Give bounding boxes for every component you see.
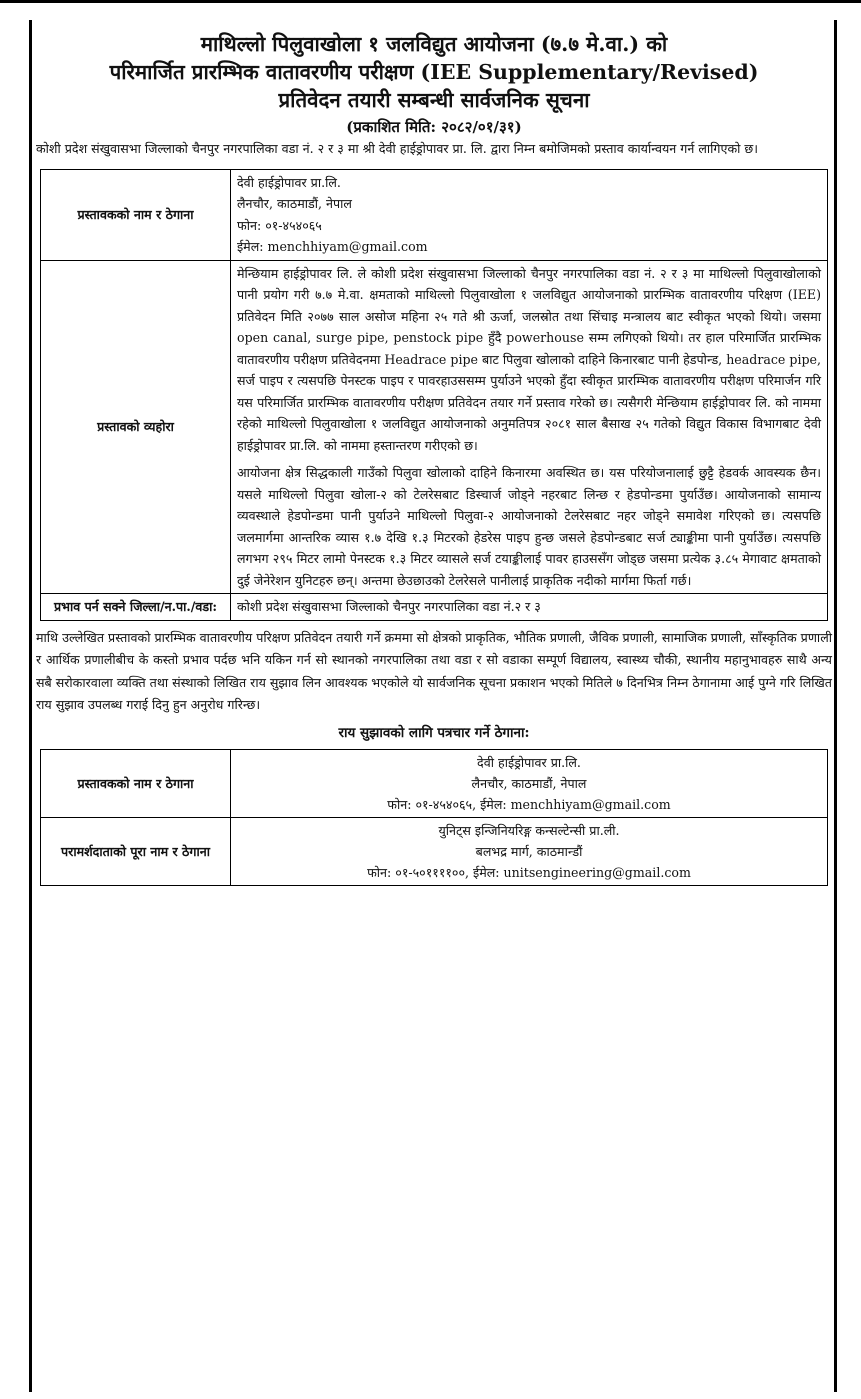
contact-heading: राय सुझावको लागि पत्रचार गर्ने ठेगाना: bbox=[338, 724, 530, 741]
description-paragraph-1: मेन्छियाम हाईड्रोपावर लि. ले कोशी प्रदेश संखुवासभा जिल्लाको चैनपुर नगरपालिका वडा नं. २ र ३ मा माथिल्लो पिलुवाखोलाको पानी प्रयोग गरी ७.७ मे.वा. क्षमताको माथिल्लो पिलुवाखोला १ जलविद्युत आयोजनाको प्रारम्भिक वातावरणीय परिक्षण (IEE) प्रतिवेदन मिति २०७७ साल असोज महिना २५ गते श्री ऊर्जा, जलस्रोत तथा सिंचाइ मन्त्रालय बाट स्वीकृत भएको थियो। जसमा open canal, surge pipe, penstock pipe हुँदै powerhouse सम्म लगिएको थियो। तर हाल परिमार्जित प्रारम्भिक वातावरणीय परीक्षण प्रतिवेदनमा Headrace pipe बाट पिलुवा खोलाको दाहिने किनारबाट पानी हेडपोन्ड, headrace pipe, सर्ज पाइप र त्यसपछि पेनस्टक पाइप र पावरहाउससम्म पुर्याउने भएको हुँदा स्वीकृत प्रारम्भिक वातावरणीय परीक्षण परिमार्जन गरि यस परिमार्जित प्रारम्भिक वातावरणीय परीक्षण प्रतिवेदन तयार गर्ने प्रस्ताव गरेको छ। त्यसैगरी मेन्छियाम हाईड्रोपावर लि. को नाममा रहेको माथिल्लो पिलुवाखोला १ जलविद्युत आयोजनाको अनुमतिपत्र २०८१ साल बैसाख २५ गतेको विद्युत विकास विभागबाट देवी हाईड्रोपावर प्रा.लि. को नाममा हस्तान्तरण गरीएको छ। bbox=[237, 265, 821, 453]
proposal-table bbox=[40, 169, 828, 621]
top-rule bbox=[0, 0, 861, 3]
consultant-line: फोन: ०१-५०११११००, ईमेल: unitsengineering@gmail.com bbox=[367, 864, 691, 880]
publication-date: (प्रकाशित मिति: २०८२/०१/३१) bbox=[346, 118, 522, 136]
proponent-label: प्रस्तावकको नाम र ठेगाना bbox=[41, 169, 231, 260]
table-row bbox=[41, 169, 828, 260]
consultant-line: बलभद्र मार्ग, काठमान्डौं bbox=[475, 843, 583, 859]
affected-area-label: प्रभाव पर्न सक्ने जिल्ला/न.पा./वडा: bbox=[41, 594, 231, 621]
proponent-line: ईमेल: menchhiyam@gmail.com bbox=[237, 239, 428, 254]
proponent-line: फोन: ०१-४५४०६५ bbox=[237, 217, 322, 233]
notice-title bbox=[36, 30, 832, 114]
description-paragraph-2: आयोजना क्षेत्र सिद्धकाली गाउँको पिलुवा खोलाको दाहिने किनारमा अवस्थित छ। यस परियोजनालाई छुट्टै हेडवर्क आवस्यक छैन। यसले माथिल्लो पिलुवा खोला-२ को टेलरेसबाट डिस्चार्ज जोड्ने नहरबाट लिन्छ र हेडपोन्डमा पुर्याउँछ। आयोजनाको सामान्य व्यवस्थाले हेडपोन्डमा पानी पुर्याउने माथिल्लो पिलुवा-२ आयोजनाको टेलरेसबाट नहर जोड्ने समावेश गरिएको छ। त्यसपछि जलमार्गमा आन्तरिक व्यास १.७ देखि १.३ मिटरको हेडरेस पाइप हुन्छ जसले हेडपोन्डबाट सर्ज ट्याङ्कीमा पानी पुर्याउँछ। त्यसपछि लगभग २९५ मिटर लामो पेनस्टक १.३ मिटर व्यासले सर्ज टयाङ्कीलाई पावर हाउससँग जोड्छ जसमा प्रत्येक ३.८५ मेगावाट क्षमताको दुई जेनेरेशन युनिटहरु छन्। अन्तमा छेउछाउको टेलरेसले पानीलाई प्राकृतिक नदीको मार्गमा फिर्ता गर्छ। bbox=[237, 465, 821, 588]
contact-table bbox=[40, 749, 828, 886]
intro-paragraph: कोशी प्रदेश संखुवासभा जिल्लाको चैनपुर नगरपालिका वडा नं. २ र ३ मा श्री देवी हाईड्रोपावर प्रा. लि. द्वारा निम्न बमोजिमको प्रस्ताव कार्यान्वयन गर्न लागिएको छ। bbox=[36, 141, 759, 156]
description-details bbox=[231, 260, 828, 594]
proponent-line: लैनचौर, काठमाडौं, नेपाल bbox=[237, 196, 352, 211]
contact-proponent-line: फोन: ०१-४५४०६५, ईमेल: menchhiyam@gmail.com bbox=[387, 796, 671, 812]
title-line-3: प्रतिवेदन तयारी सम्बन्धी सार्वजनिक सूचना bbox=[278, 88, 590, 112]
title-line-2: परिमार्जित प्रारम्भिक वातावरणीय परीक्षण (IEE Supplementary/Revised) bbox=[109, 60, 759, 84]
consultant-details bbox=[231, 817, 828, 885]
contact-proponent-line: देवी हाईड्रोपावर प्रा.लि. bbox=[477, 754, 581, 770]
notice-content bbox=[36, 20, 832, 886]
contact-proponent-line: लैनचौर, काठमाडौं, नेपाल bbox=[471, 775, 587, 791]
affected-area-value: कोशी प्रदेश संखुवासभा जिल्लाको चैनपुर नगरपालिका वडा नं.२ र ३ bbox=[231, 594, 828, 621]
public-notice bbox=[29, 20, 837, 1392]
table-row bbox=[41, 749, 828, 817]
description-label: प्रस्तावको व्यहोरा bbox=[41, 260, 231, 594]
title-line-1: माथिल्लो पिलुवाखोला १ जलविद्युत आयोजना (७.७ मे.वा.) को bbox=[200, 32, 668, 56]
table-row bbox=[41, 594, 828, 621]
request-paragraph: माथि उल्लेखित प्रस्तावको प्रारम्भिक वातावरणीय परिक्षण प्रतिवेदन तयारी गर्ने क्रममा सो क्षेत्रको प्राकृतिक, भौतिक प्रणाली, जैविक प्रणाली, सामाजिक प्रणाली, साँस्कृतिक प्रणाली र आर्थिक प्रणालीबीच के कस्तो प्रभाव पर्दछ भनि यकिन गर्न सो स्थानको नगरपालिका तथा वडा र सो वडाका सम्पूर्ण विद्यालय, स्वास्थ्य चौकी, स्थानीय महानुभावहरु साथै अन्य सबै सरोकारवाला व्यक्ति तथा संस्थाको लिखित राय सुझाव लिन आवश्यक भएकोले यो सार्वजनिक सूचना प्रकाशन भएको मितिले ७ दिनभित्र निम्न ठेगानामा आई पुग्ने गरि लिखित राय सुझाव उपलब्ध गराई दिनु हुन अनुरोध गरिन्छ। bbox=[36, 629, 832, 712]
contact-proponent-label: प्रस्तावकको नाम र ठेगाना bbox=[41, 749, 231, 817]
proponent-line: देवी हाईड्रोपावर प्रा.लि. bbox=[237, 174, 341, 190]
table-row bbox=[41, 260, 828, 594]
consultant-label: परामर्शदाताको पूरा नाम र ठेगाना bbox=[41, 817, 231, 885]
contact-proponent-details bbox=[231, 749, 828, 817]
proponent-details bbox=[231, 169, 828, 260]
table-row bbox=[41, 817, 828, 885]
consultant-line: युनिट्स इन्जिनियरिङ्ग कन्सल्टेन्सी प्रा.ली. bbox=[438, 822, 620, 838]
